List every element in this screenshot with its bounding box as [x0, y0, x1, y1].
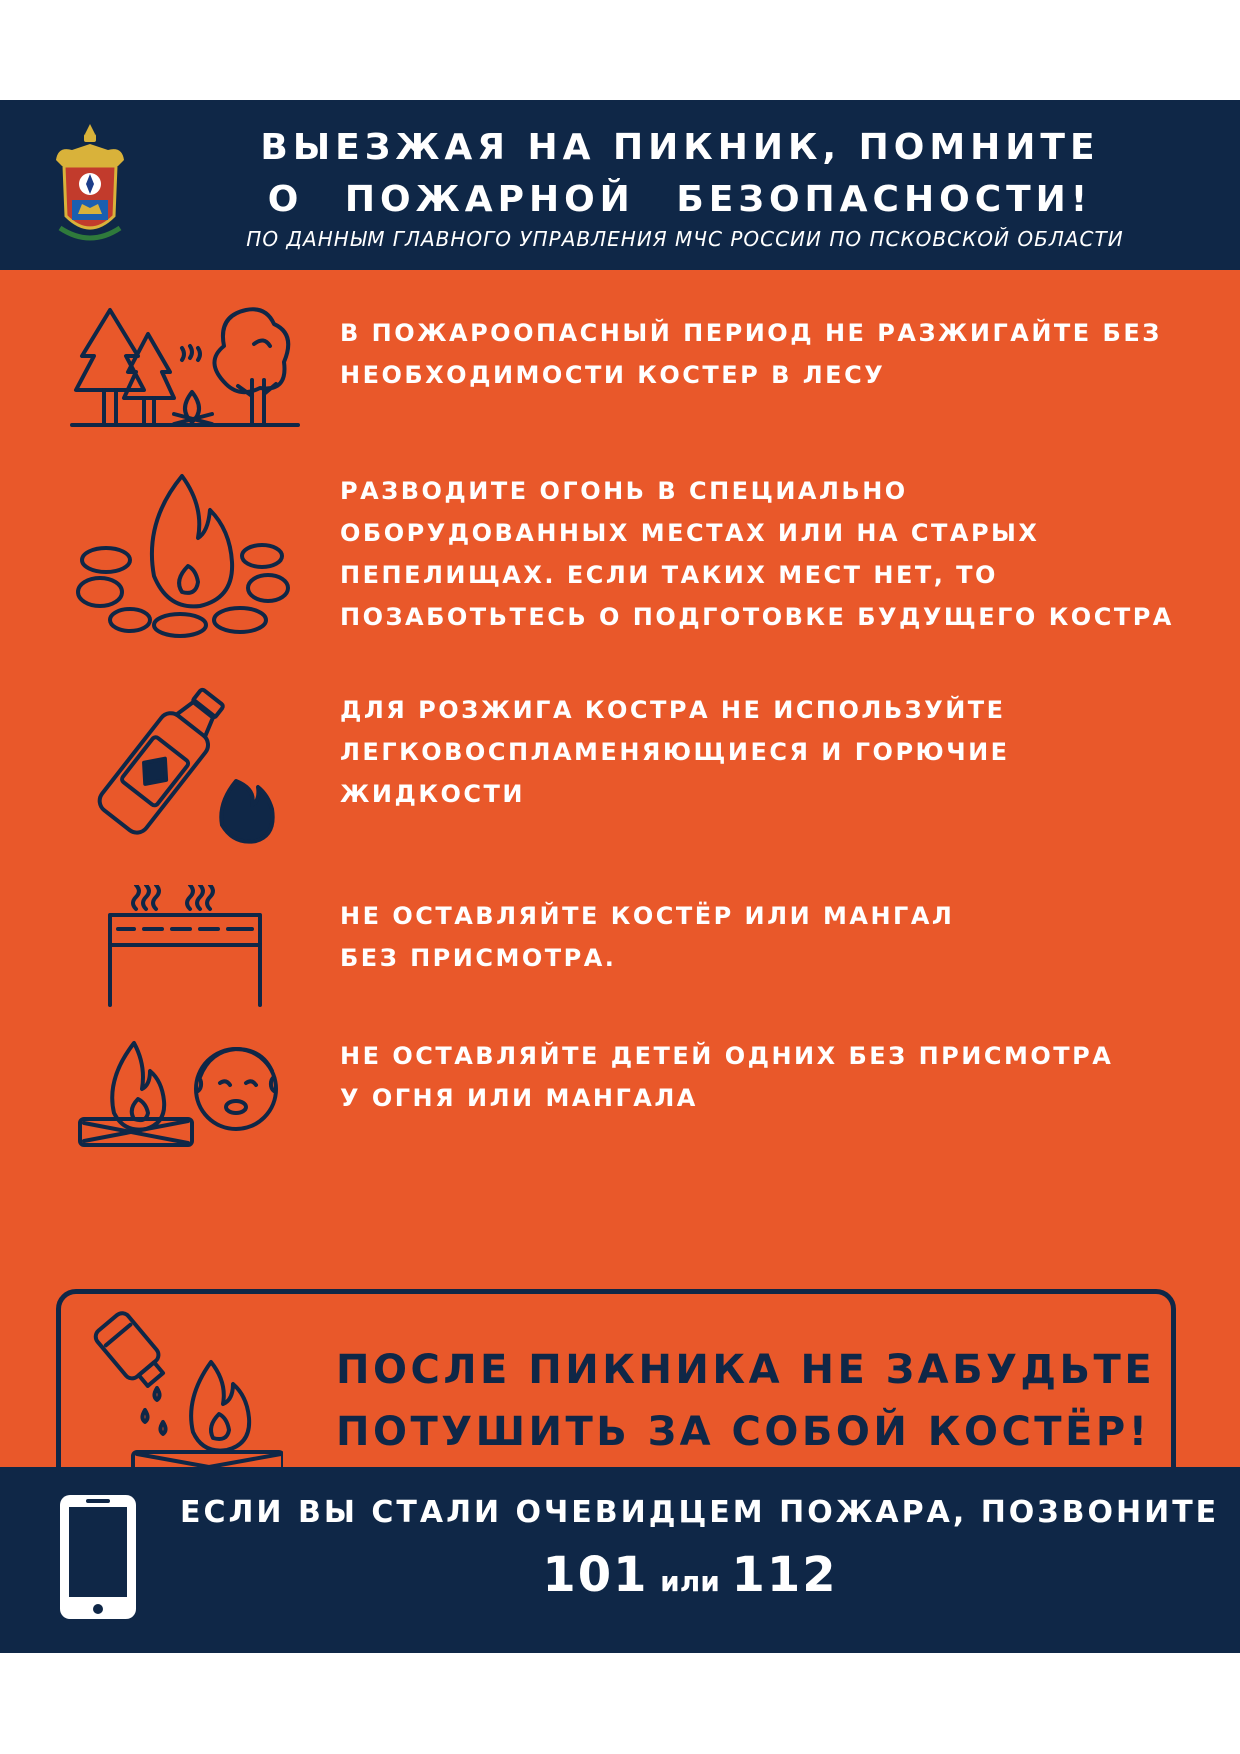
- rule-line: НЕ ОСТАВЛЯЙТЕ ДЕТЕЙ ОДНИХ БЕЗ ПРИСМОТРА: [340, 1042, 1114, 1070]
- poster: [0, 100, 1240, 1653]
- child-fire-icon: [70, 1035, 300, 1165]
- rule-line: ПОЗАБОТЬТЕСЬ О ПОДГОТОВКЕ БУДУЩЕГО КОСТРА: [340, 603, 1174, 631]
- numbers-separator: или: [660, 1565, 720, 1598]
- flammable-bottle-icon: [70, 685, 300, 845]
- rule-item: [0, 885, 1240, 985]
- rule-line: В ПОЖАРООПАСНЫЙ ПЕРИОД НЕ РАЗЖИГАЙТЕ БЕЗ: [340, 319, 1162, 347]
- header-bar: [0, 100, 1240, 270]
- rules-section: [0, 270, 1240, 1467]
- rule-line: ЛЕГКОВОСПЛАМЕНЯЮЩИЕСЯ И ГОРЮЧИЕ: [340, 738, 1010, 766]
- emergency-number-101: 101: [542, 1547, 649, 1603]
- emergency-number-112: 112: [731, 1547, 838, 1603]
- rule-line: НЕ ОСТАВЛЯЙТЕ КОСТЁР ИЛИ МАНГАЛ: [340, 902, 955, 930]
- fire-stones-icon: [70, 470, 300, 640]
- rule-item: [0, 300, 1240, 400]
- rule-line: ДЛЯ РОЗЖИГА КОСТРА НЕ ИСПОЛЬЗУЙТЕ: [340, 696, 1006, 724]
- rule-line: ПЕПЕЛИЩАХ. ЕСЛИ ТАКИХ МЕСТ НЕТ, ТО: [340, 561, 998, 589]
- forest-campfire-icon: [70, 300, 300, 440]
- rule-line: РАЗВОДИТЕ ОГОНЬ В СПЕЦИАЛЬНО: [340, 477, 908, 505]
- final-notice-line1: ПОСЛЕ ПИКНИКА НЕ ЗАБУДЬТЕ: [336, 1347, 1156, 1393]
- rule-line: ЖИДКОСТИ: [340, 780, 525, 808]
- header-title-line2: О ПОЖАРНОЙ БЕЗОПАСНОСТИ!: [267, 179, 1093, 220]
- rule-item: [0, 470, 1240, 631]
- rule-item: [0, 685, 1240, 808]
- header-subtitle: ПО ДАННЫМ ГЛАВНОГО УПРАВЛЕНИЯ МЧС РОССИИ ПО ПСКОВСКОЙ ОБЛАСТИ: [246, 227, 1124, 251]
- footer-bar: [0, 1467, 1240, 1653]
- footer-call-text: ЕСЛИ ВЫ СТАЛИ ОЧЕВИДЦЕМ ПОЖАРА, ПОЗВОНИТЕ: [180, 1495, 1220, 1530]
- final-notice-line2: ПОТУШИТЬ ЗА СОБОЙ КОСТЁР!: [336, 1409, 1151, 1455]
- rule-line: БЕЗ ПРИСМОТРА.: [340, 944, 617, 972]
- phone-icon: [58, 1493, 138, 1621]
- header-title-line1: ВЫЕЗЖАЯ НА ПИКНИК, ПОМНИТЕ: [260, 127, 1100, 168]
- rule-item: [0, 1035, 1240, 1135]
- grill-icon: [70, 885, 300, 1015]
- rule-line: НЕОБХОДИМОСТИ КОСТЕР В ЛЕСУ: [340, 361, 886, 389]
- mchs-emblem-icon: [50, 120, 130, 248]
- emergency-numbers: [180, 1547, 1200, 1603]
- rule-line: У ОГНЯ ИЛИ МАНГАЛА: [340, 1084, 698, 1112]
- rule-line: ОБОРУДОВАННЫХ МЕСТАХ ИЛИ НА СТАРЫХ: [340, 519, 1040, 547]
